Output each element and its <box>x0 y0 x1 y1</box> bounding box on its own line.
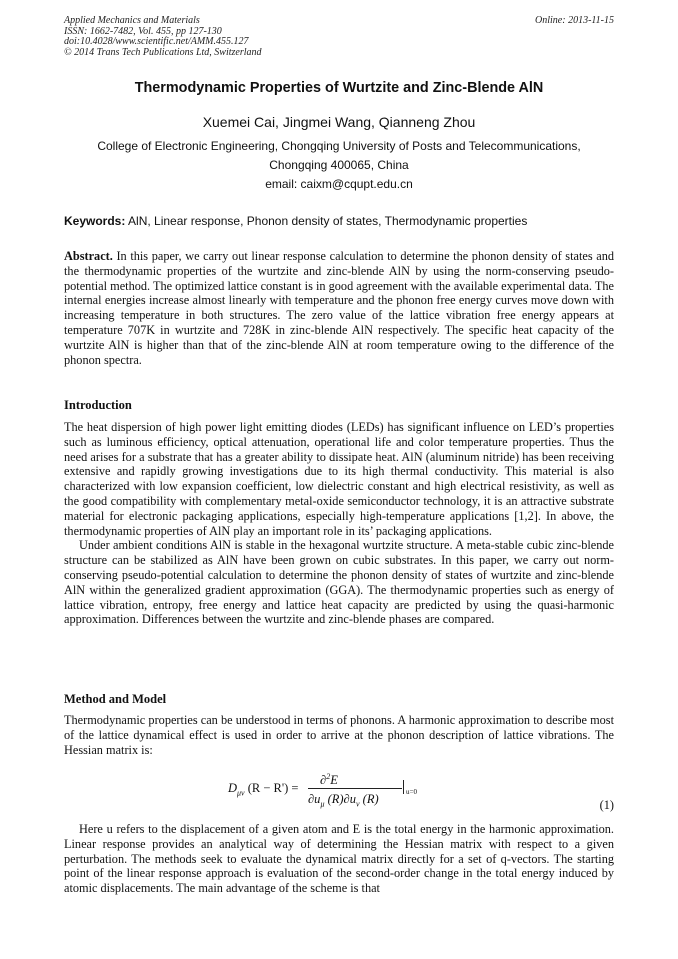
abstract-text: In this paper, we carry out linear response calculation to determine the phonon density of states and the thermodynamic properties of the wurtzite and zinc-blende AlN by using the norm-conserving pseudo-potential method. The optimized lattice constant is in good agreement with the available experimental data. The internal energies increase almost linearly with temperature and the phonon free energy curves move down with increasing temperature in both structures. The zero value of the lattice vibration free energy appears at temperature 707K in wurtzite and 728K in zinc-blende AlN respectively. The specific heat capacity of the wurtzite AlN is higher than that of the zinc-blende AlN at room temperature owing to the difference of the phonon spectra. <box>64 249 614 367</box>
method-paragraph-2: Here u refers to the displacement of a given atom and E is the total energy in the harmonic approximation. Linear response provides an analytical way of determining the Hessian matrix with respect to a given perturbation. The methods seek to evaluate the dynamical matrix directly for a set of q-vectors. The starting point of the linear response approach is evaluation of the second-order change in the total energy induced by atomic displacements. The main advantage of the scheme is that <box>64 822 614 896</box>
fraction-bar <box>308 788 402 789</box>
journal-doi: doi:10.4028/www.scientific.net/AMM.455.127 <box>64 36 249 47</box>
author-email: email: caixm@cqupt.edu.cn <box>265 177 413 191</box>
keywords <box>64 214 619 228</box>
introduction-paragraph-1: The heat dispersion of high power light emitting diodes (LEDs) has significant influence on LED’s properties such as luminous efficiency, optical attenuation, operational life and color temperature properties. Thus the need arises for a substrate that has a greater ability to dissipate heat. AlN (aluminum nitride) has been receiving extensive and rapidly growing investigations due to its high thermal conductivity. This material is also characterized with low expansion coefficient, low dielectric constant and high electrical resistivity, as well as the good compatibility with complementary metal-oxide semiconductor technology, it is an attractive substrate material for electronic packaging applications, especially high-temperature applications [1,2]. In above, the thermodynamic properties of AlN play an important role in its’ packaging applications. <box>64 420 614 538</box>
hessian-equation <box>228 772 468 812</box>
evaluation-bar <box>403 780 404 794</box>
evaluation-condition: u=0 <box>406 788 417 796</box>
method-heading: Method and Model <box>64 692 167 706</box>
paper-authors: Xuemei Cai, Jingmei Wang, Qianneng Zhou <box>202 114 476 130</box>
introduction-heading: Introduction <box>64 398 132 412</box>
journal-issn: ISSN: 1662-7482, Vol. 455, pp 127-130 <box>64 25 222 37</box>
introduction-body <box>64 420 614 627</box>
keywords-text: AlN, Linear response, Phonon density of states, Thermodynamic properties <box>125 214 528 228</box>
equation-number: (1) <box>599 798 614 812</box>
affiliation <box>0 137 678 194</box>
equation-denominator: $\partial u_\mu$ $(R)\partial u_\nu$ (R) <box>308 792 379 809</box>
journal-copyright: © 2014 Trans Tech Publications Ltd, Switzerland <box>64 46 262 58</box>
paper-title: Thermodynamic Properties of Wurtzite and Zinc-Blende AlN <box>134 80 544 96</box>
journal-name: Applied Mechanics and Materials <box>64 15 200 26</box>
journal-header <box>64 16 262 58</box>
affiliation-line-2: Chongqing 400065, China <box>269 158 409 172</box>
affiliation-line-1: College of Electronic Engineering, Chongqing University of Posts and Telecommunications, <box>97 139 581 153</box>
equation-lhs: $D_{\mu\nu}$ (R − R') = <box>228 781 299 798</box>
online-date: Online: 2013-11-15 <box>535 15 614 26</box>
equation-numerator: ∂$^2$E <box>320 772 338 788</box>
abstract-label: Abstract. <box>64 249 113 263</box>
keywords-label: Keywords: <box>64 214 126 228</box>
introduction-paragraph-2: Under ambient conditions AlN is stable in the hexagonal wurtzite structure. A meta-stable cubic zinc-blende structure can be stabilized as AlN have been grown on cubic substrates. In this paper, we carry out norm-conserving pseudo-potential calculation to determine the phonon density of states of wurtzite and zinc-blende AlN within the generalized gradient approximation (GGA). The thermodynamic properties such as energy of lattice vibration, entropy, free energy and lattice heat capacity are predicted by using the quasi-harmonic approximation. Differences between the wurtzite and zinc-blende phases are compared. <box>64 538 614 627</box>
abstract <box>64 249 614 367</box>
method-paragraph-1: Thermodynamic properties can be understood in terms of phonons. A harmonic approximation to describe most of the lattice dynamical effect is used in order to arrive at the phonon description of lattice vibrations. The Hessian matrix is: <box>64 713 614 757</box>
